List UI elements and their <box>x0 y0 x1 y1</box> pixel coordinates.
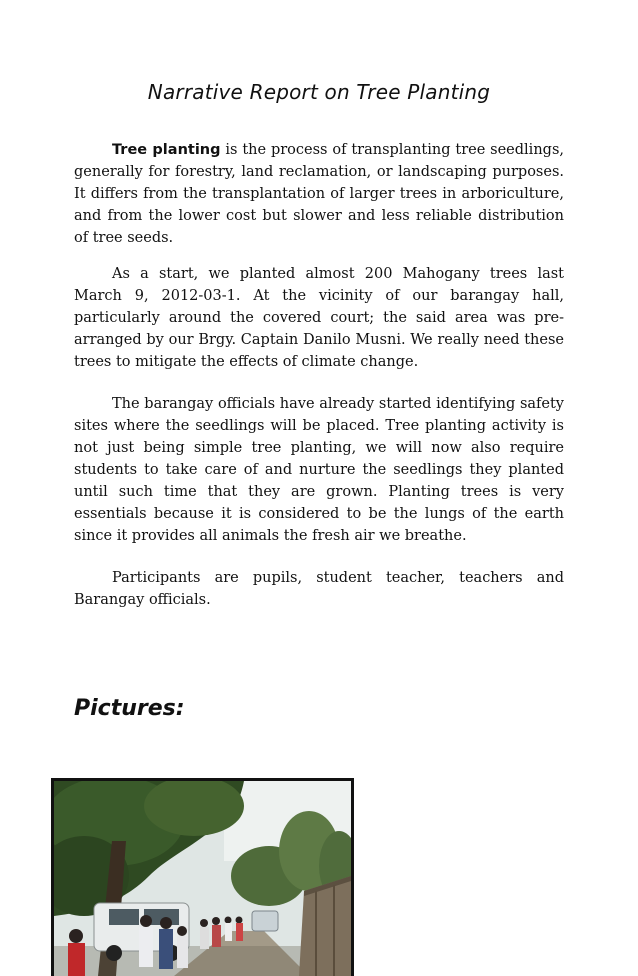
paragraph-participants: Participants are pupils, student teacher, teachers and Barangay officials. <box>74 570 564 608</box>
pictures-heading: Pictures: <box>74 696 185 721</box>
paragraph-activity: As a start, we planted almost 200 Mahogany trees last March 9, 2012-03-1. At the vicinity of our barangay hall, particularly around the covered court; the said area was pre-arranged by our Brgy. Captain Danilo Musni. We really need these trees to mitigate the effects of climate change. <box>74 266 564 370</box>
photo-scene <box>54 781 351 976</box>
lead-term: Tree planting <box>112 142 221 158</box>
tree-planting-photo <box>51 778 354 976</box>
paragraph-intro-text: is the process of transplanting tree seedlings, generally for forestry, land reclamation, or landscaping purposes. It differs from the transplantation of larger trees in arboriculture, and from the lower cost but slower and less reliable distribution of tree seeds. <box>74 142 564 246</box>
distant-vehicle <box>252 911 278 931</box>
page-title: Narrative Report on Tree Planting <box>147 80 491 104</box>
paragraph-intro <box>74 139 564 249</box>
paragraph-officials: The barangay officials have already started identifying safety sites where the seedlings will be placed. Tree planting activity is not just being simple tree planting, we will now also require students to take care of and nurture the seedlings they planted until such time that they are grown. Planting trees is very essentials because it is considered to be the lungs of the earth since it provides all animals the fresh air we breathe. <box>74 396 564 544</box>
